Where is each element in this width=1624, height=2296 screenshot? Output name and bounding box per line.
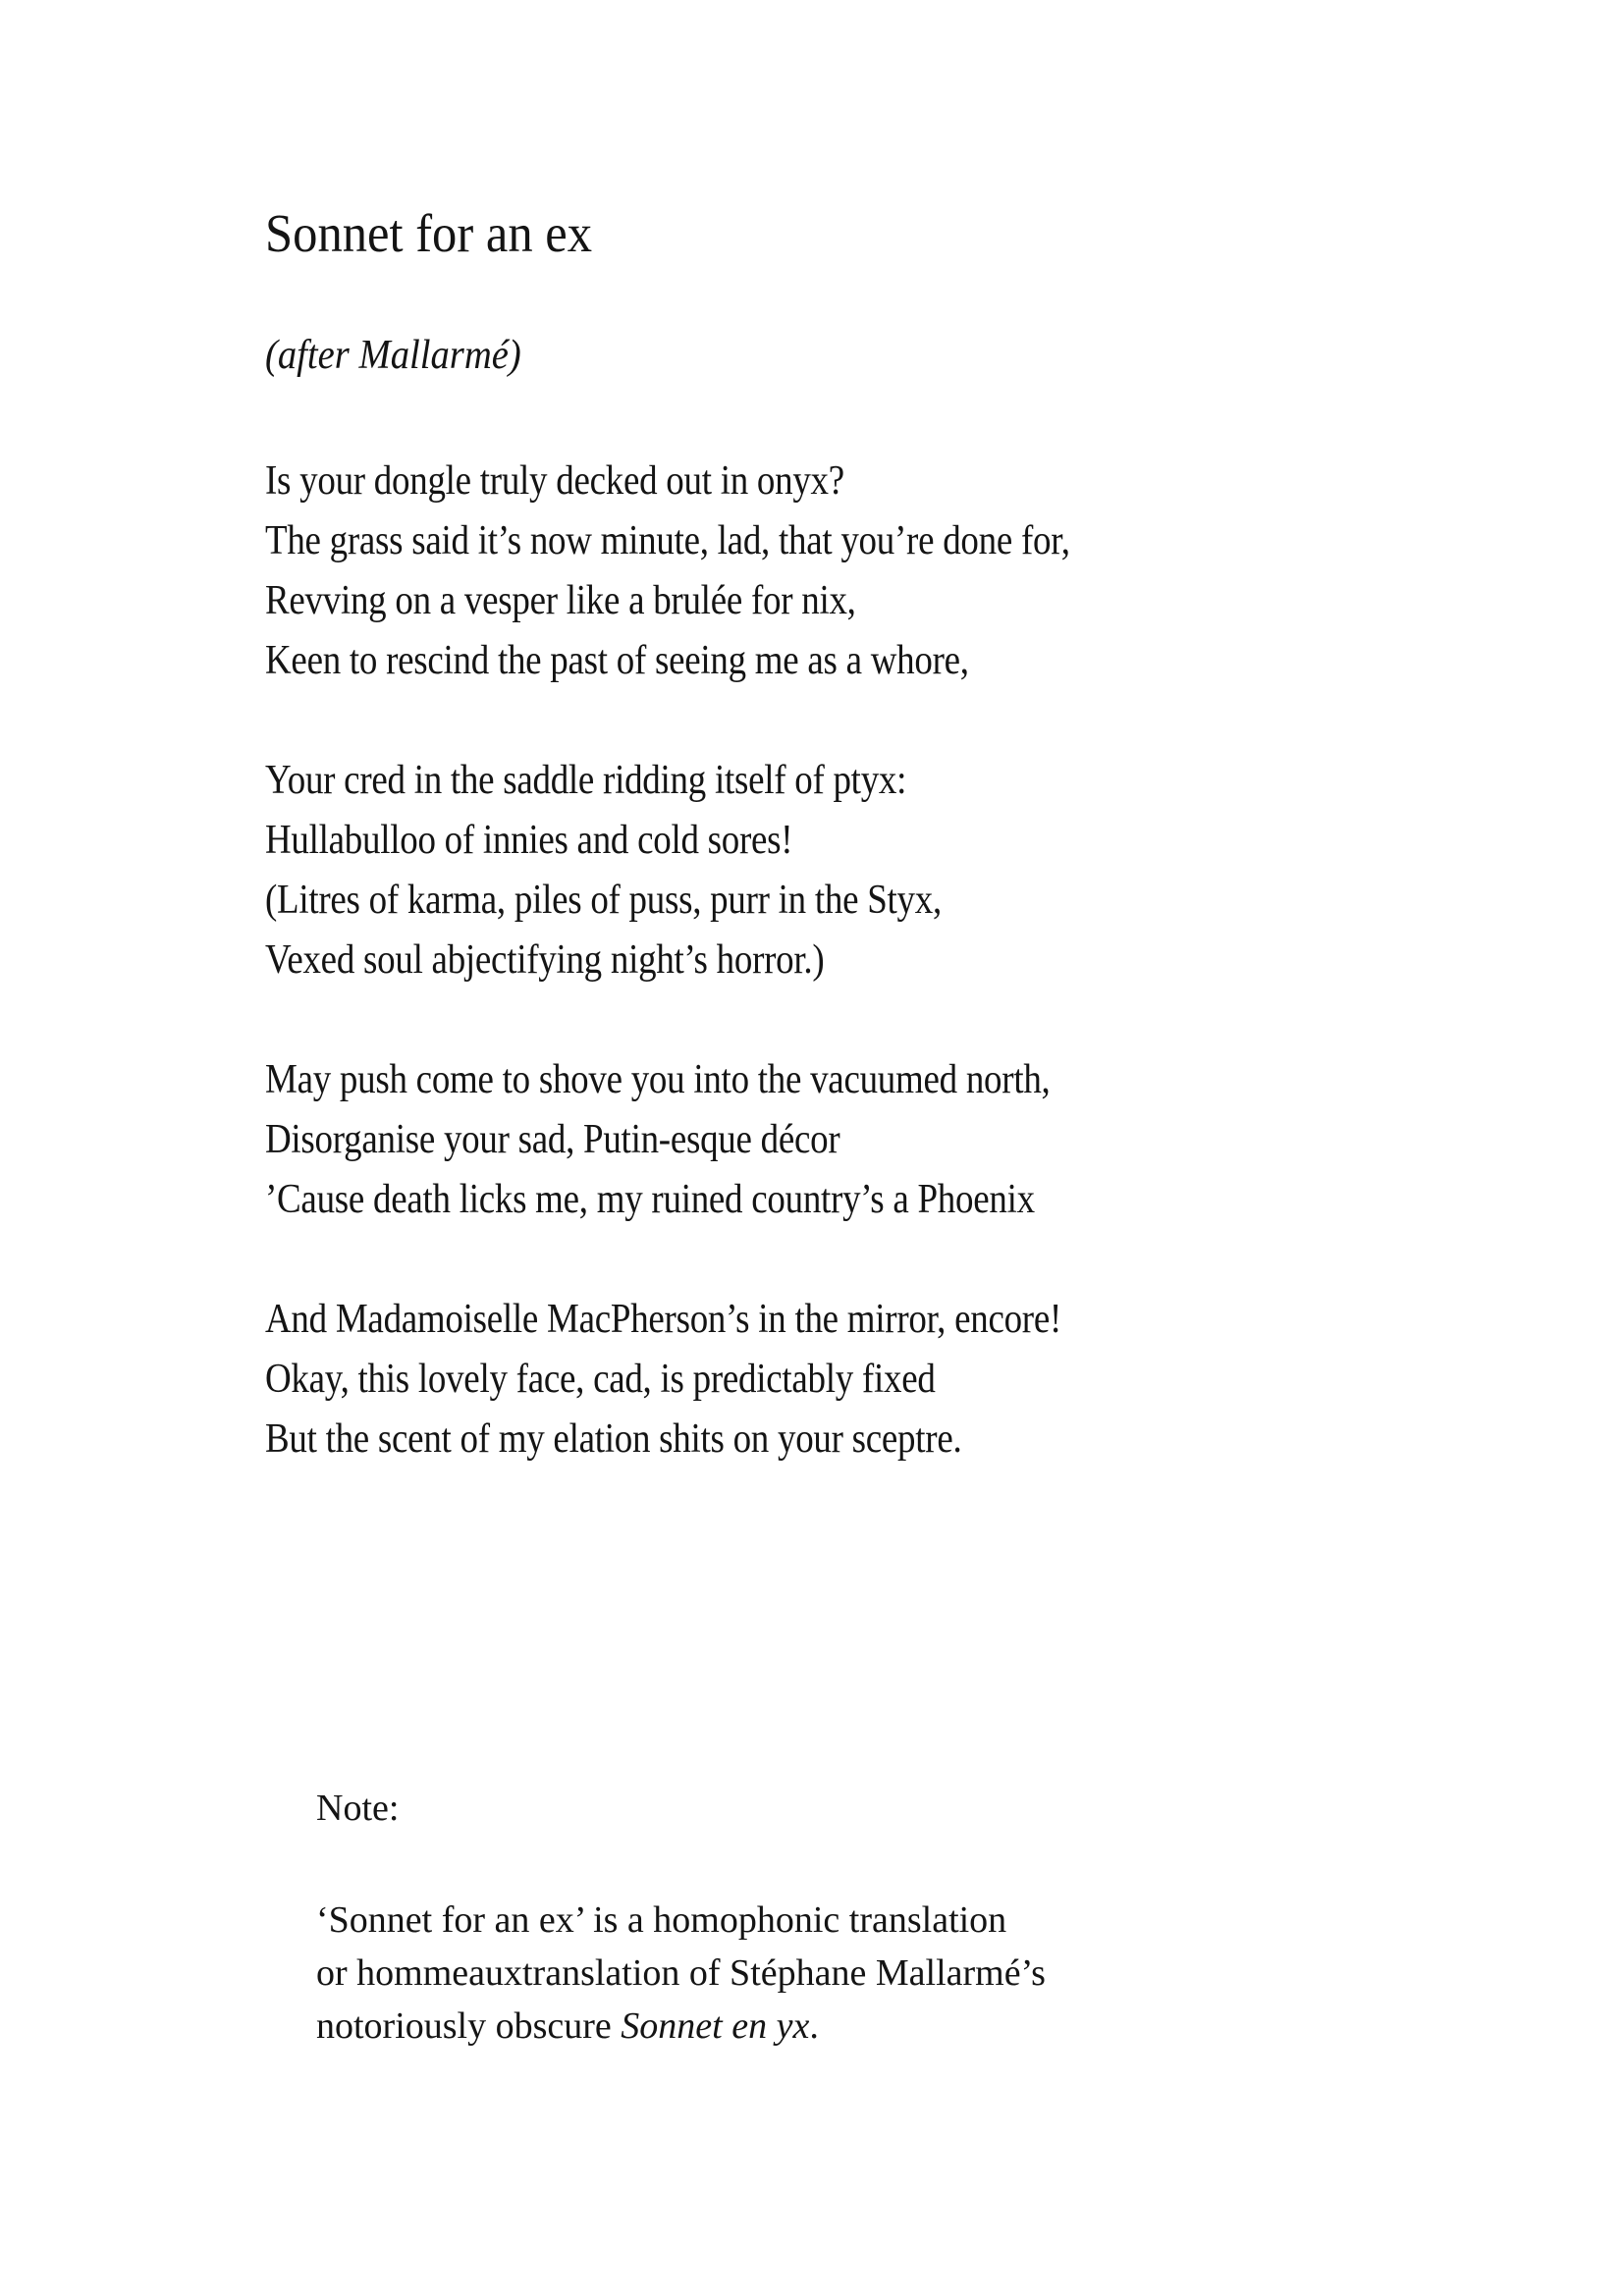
poem-line: Your cred in the saddle ridding itself of ptyx: — [265, 758, 907, 803]
poem-title: Sonnet for an ex — [265, 203, 593, 263]
stanza-2 — [265, 751, 1388, 990]
note-heading: Note: — [316, 1788, 400, 1829]
stanza-1 — [265, 452, 1388, 691]
poem-line: ’Cause death licks me, my ruined country’s a Phoenix — [265, 1177, 1035, 1222]
poem-line: Hullabulloo of innies and cold sores! — [265, 818, 793, 863]
note-line-text: notoriously obscure — [316, 2005, 622, 2047]
poem-attribution: (after Mallarmé) — [265, 333, 521, 378]
poem-line: Vexed soul abjectifying night’s horror.) — [265, 937, 825, 983]
note-work-title: Sonnet en yx — [621, 2005, 810, 2047]
note-line-period: . — [809, 2005, 819, 2047]
note-section — [316, 1782, 1542, 2053]
poem-line: Okay, this lovely face, cad, is predictably fixed — [265, 1357, 936, 1402]
note-paragraph — [316, 1894, 1542, 2053]
poem-body — [265, 452, 1388, 1469]
note-line — [316, 2000, 1542, 2053]
poem-line: The grass said it’s now minute, lad, that you’re done for, — [265, 518, 1070, 563]
poem-line: Keen to rescind the past of seeing me as a whore, — [265, 638, 969, 683]
stanza-3 — [265, 1050, 1388, 1230]
note-line: ‘Sonnet for an ex’ is a homophonic translation — [316, 1899, 1007, 1941]
stanza-4 — [265, 1290, 1388, 1469]
poem-line: Is your dongle truly decked out in onyx? — [265, 458, 844, 504]
poem-line: Revving on a vesper like a brulée for nix, — [265, 578, 856, 623]
poem-line: But the scent of my elation shits on your sceptre. — [265, 1416, 962, 1462]
poem-line: (Litres of karma, piles of puss, purr in the Styx, — [265, 878, 942, 923]
note-line: or hommeauxtranslation of Stéphane Mallarmé’s — [316, 1952, 1046, 1994]
poem-line: And Madamoiselle MacPherson’s in the mirror, encore! — [265, 1297, 1062, 1342]
poem-line: Disorganise your sad, Putin-esque décor — [265, 1117, 840, 1162]
page-content — [265, 0, 1542, 2053]
poem-line: May push come to shove you into the vacuumed north, — [265, 1057, 1051, 1102]
